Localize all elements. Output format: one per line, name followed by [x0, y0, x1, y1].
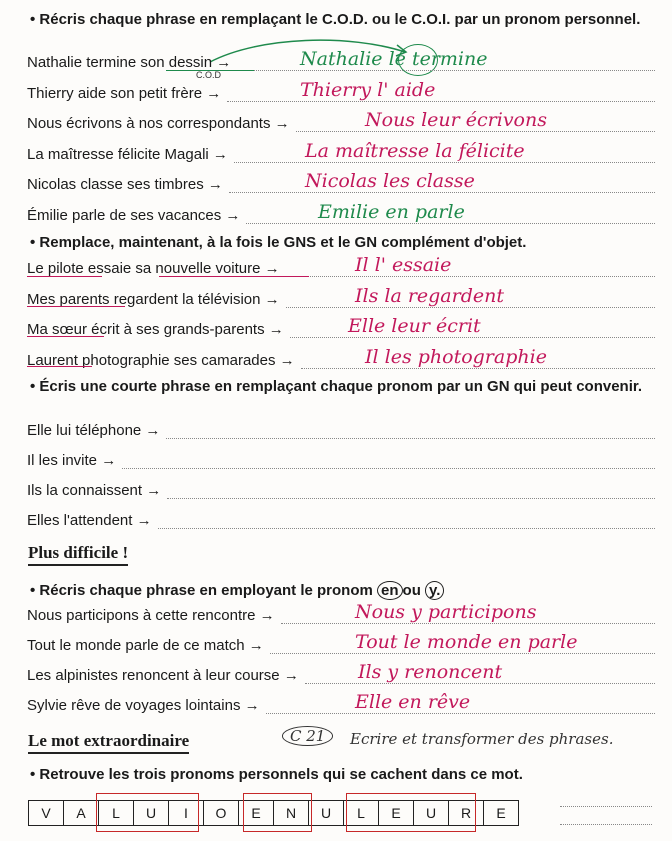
letter-cell: N [273, 800, 309, 826]
prompt-text: Laurent photographie ses camarades → [27, 351, 295, 369]
highlight-lui [96, 793, 199, 832]
note-text: Ecrire et transformer des phrases. [350, 730, 614, 748]
prompt-text: Le pilote essaie sa nouvelle voiture → [27, 260, 280, 277]
pronoun-y: y. [425, 581, 444, 600]
instruction-3: • Écris une courte phrase en remplaçant chaque pronom par un GN qui peut convenir. [30, 378, 643, 395]
answer-line [301, 368, 655, 369]
letter-cell: E [483, 800, 519, 826]
prompt-text: Nicolas classe ses timbres → [27, 176, 223, 193]
handwritten-answer: Nathalie le termine [300, 48, 488, 70]
letter-cell: V [28, 800, 64, 826]
answer-line [158, 528, 655, 529]
handwritten-answer: Emilie en parle [318, 200, 465, 223]
letter-cell: U [133, 800, 169, 826]
answer-line [122, 468, 655, 469]
prompt-text: Il les invite → [27, 452, 117, 469]
letter-cell: R [448, 800, 484, 826]
answer-line [167, 498, 655, 499]
answer-line [290, 337, 655, 338]
answer-line [270, 653, 655, 654]
answer-line [286, 307, 655, 308]
letter-cell: A [63, 800, 99, 826]
prompt-text: Nathalie termine son dessin → [27, 54, 232, 71]
prompt-text: Sylvie rêve de voyages lointains → [27, 697, 260, 714]
letter-cell: E [378, 800, 414, 826]
instruction-2: • Remplace, maintenant, à la fois le GNS et le GN complément d'objet. [30, 234, 527, 251]
prompt-text: Thierry aide son petit frère → [27, 84, 222, 102]
letter-cell: O [203, 800, 239, 826]
highlight-en [243, 793, 312, 832]
prompt-text: Tout le monde parle de ce match → [27, 637, 264, 654]
prompt-text: Les alpinistes renoncent à leur course → [27, 667, 299, 684]
note-code: C 21 [282, 726, 333, 746]
handwritten-answer: Nous y participons [355, 601, 537, 623]
answer-line [281, 623, 655, 624]
section-title-mot-extraordinaire: Le mot extraordinaire [28, 731, 189, 754]
section-title-plus-difficile: Plus difficile ! [28, 543, 128, 566]
handwritten-answer: Nicolas les classe [305, 170, 475, 192]
pen-underline [27, 306, 125, 307]
prompt-text: Mes parents regardent la télévision → [27, 290, 280, 308]
handwritten-answer: Ils y renoncent [358, 661, 503, 683]
prompt-text: Émilie parle de ses vacances → [27, 206, 241, 224]
highlight-leur [346, 793, 476, 832]
pen-underline [27, 336, 104, 337]
prompt-text: Ma sœur écrit à ses grands-parents → [27, 321, 284, 338]
handwritten-answer: La maîtresse la félicite [305, 139, 525, 162]
letter-cell: E [238, 800, 274, 826]
handwritten-answer: Elle leur écrit [348, 315, 481, 337]
answer-line [266, 713, 655, 714]
handwritten-answer: Elle en rêve [355, 691, 471, 713]
answer-line [227, 101, 655, 102]
pen-underline [166, 70, 254, 71]
answer-line [246, 223, 655, 224]
answer-line [234, 162, 655, 163]
answer-line [305, 683, 655, 684]
handwritten-answer: Nous leur écrivons [365, 109, 547, 131]
handwritten-answer: Il l' essaie [355, 254, 452, 276]
prompt-text: Elle lui téléphone → [27, 422, 161, 439]
answer-line [296, 131, 655, 132]
letter-cell: U [413, 800, 449, 826]
pronoun-en: en [377, 581, 403, 600]
letter-cell: L [343, 800, 379, 826]
answer-line [237, 70, 655, 71]
handwritten-answer: Il les photographie [365, 345, 547, 368]
instruction-1: • Récris chaque phrase en remplaçant le C.O.D. ou le C.O.I. par un pronom personnel. [30, 11, 641, 28]
prompt-text: Ils la connaissent → [27, 482, 162, 499]
handwritten-answer: Ils la regardent [355, 284, 504, 307]
pen-underline [159, 276, 309, 277]
instruction-5: • Retrouve les trois pronoms personnels qui se cachent dans ce mot. [30, 766, 523, 783]
pen-underline [27, 366, 92, 367]
answer-line [286, 276, 655, 277]
pen-underline [27, 276, 102, 277]
prompt-text: Nous écrivons à nos correspondants → [27, 115, 290, 132]
letter-cell: I [168, 800, 204, 826]
instruction-4: • Récris chaque phrase en employant le pronom en ou y. [30, 581, 444, 600]
prompt-text: Nous participons à cette rencontre → [27, 607, 275, 624]
answer-line [229, 192, 655, 193]
handwritten-answer: Tout le monde en parle [355, 631, 578, 653]
prompt-text: La maîtresse félicite Magali → [27, 145, 228, 163]
handwritten-answer: Thierry l' aide [300, 78, 436, 101]
answer-line [560, 824, 652, 825]
letter-cell: L [98, 800, 134, 826]
answer-line [166, 438, 655, 439]
cod-annotation: C.O.D [196, 70, 222, 80]
prompt-text: Elles l'attendent → [27, 512, 152, 529]
letter-cell: U [308, 800, 344, 826]
answer-line [560, 806, 652, 807]
